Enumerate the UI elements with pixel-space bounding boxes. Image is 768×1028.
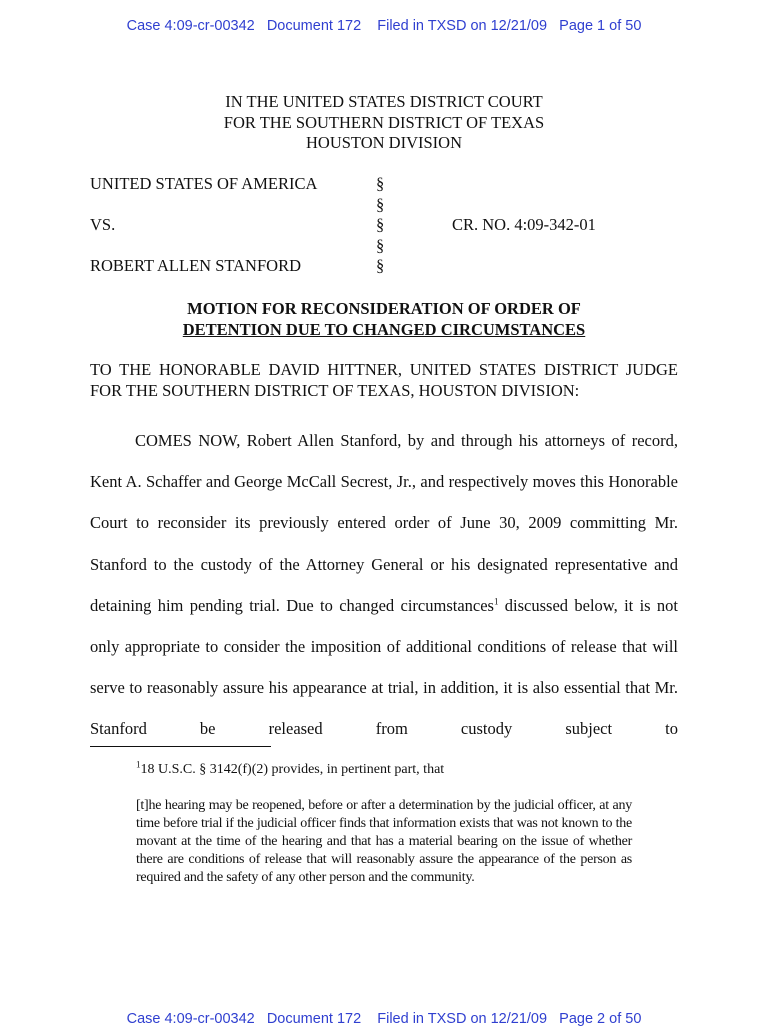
case-number: CR. NO. 4:09-342-01 xyxy=(452,215,596,234)
ecf-header-top: Case 4:09-cr-00342 Document 172 Filed in TXSD on 12/21/09 Page 1 of 50 xyxy=(126,18,642,34)
court-address-line-2: FOR THE SOUTHERN DISTRICT OF TEXAS, HOUSTON DIVISION: xyxy=(90,381,580,400)
motion-title-line-2-text: DETENTION DUE TO CHANGED CIRCUMSTANCES xyxy=(182,320,586,339)
section-mark: § xyxy=(376,236,385,255)
footnote-intro: 18 U.S.C. § 3142(f)(2) provides, in pertinent part, that xyxy=(140,762,445,777)
section-mark: § xyxy=(376,215,385,234)
footnote-block-quote: [t]he hearing may be reopened, before or after a determination by the judicial officer, at any time before trial if the judicial officer finds that information exists that was not known to the movant at the time of the hearing and that has a material bearing on the issue of whether there are conditions of release that will reasonably assure the appearance of the person as required and the safety of any other person and the community. xyxy=(136,798,632,885)
caption-plaintiff: UNITED STATES OF AMERICA xyxy=(90,174,318,193)
section-mark: § xyxy=(376,256,385,275)
motion-title-line-1: MOTION FOR RECONSIDERATION OF ORDER OF xyxy=(187,299,581,318)
court-heading-line-1: IN THE UNITED STATES DISTRICT COURT xyxy=(225,92,543,111)
motion-title xyxy=(0,298,768,340)
section-mark: § xyxy=(376,195,385,214)
section-mark: § xyxy=(376,174,385,193)
caption-defendant: ROBERT ALLEN STANFORD xyxy=(90,256,301,275)
court-address-line-1: TO THE HONORABLE DAVID HITTNER, UNITED STATES DISTRICT JUDGE xyxy=(90,360,678,379)
footnote-number: 1 xyxy=(136,759,141,770)
court-heading xyxy=(0,92,768,154)
court-heading-line-3: HOUSTON DIVISION xyxy=(306,133,462,152)
footnote-reference[interactable]: 1 xyxy=(493,596,499,607)
footnote-divider xyxy=(90,746,271,747)
motion-body-part-1: COMES NOW, Robert Allen Stanford, by and through his attorneys of record, Kent A. Schaffer and George McCall Secrest, Jr., and respectively moves this Honorable Court to reconsider its previously entered order of June 30, 2009 committing Mr. Stanford to the custody of the Attorney General or his designated representative and detaining him pending trial. Due to changed circumstances xyxy=(90,431,678,615)
motion-body-paragraph xyxy=(90,420,678,750)
court-heading-line-2: FOR THE SOUTHERN DISTRICT OF TEXAS xyxy=(223,112,545,132)
footnote-1 xyxy=(136,761,444,779)
motion-title-line-2 xyxy=(0,319,768,340)
ecf-header-bottom: Case 4:09-cr-00342 Document 172 Filed in TXSD on 12/21/09 Page 2 of 50 xyxy=(126,1011,642,1027)
caption-versus: VS. xyxy=(90,215,116,234)
court-address xyxy=(90,359,678,401)
motion-body xyxy=(90,420,678,750)
motion-body-part-2: discussed below, it is not only appropriate to consider the imposition of additional conditions of release that will serve to reasonably assure his appearance at trial, in addition, it is also essential that Mr. Stanford be released from custody subject to xyxy=(90,595,678,739)
